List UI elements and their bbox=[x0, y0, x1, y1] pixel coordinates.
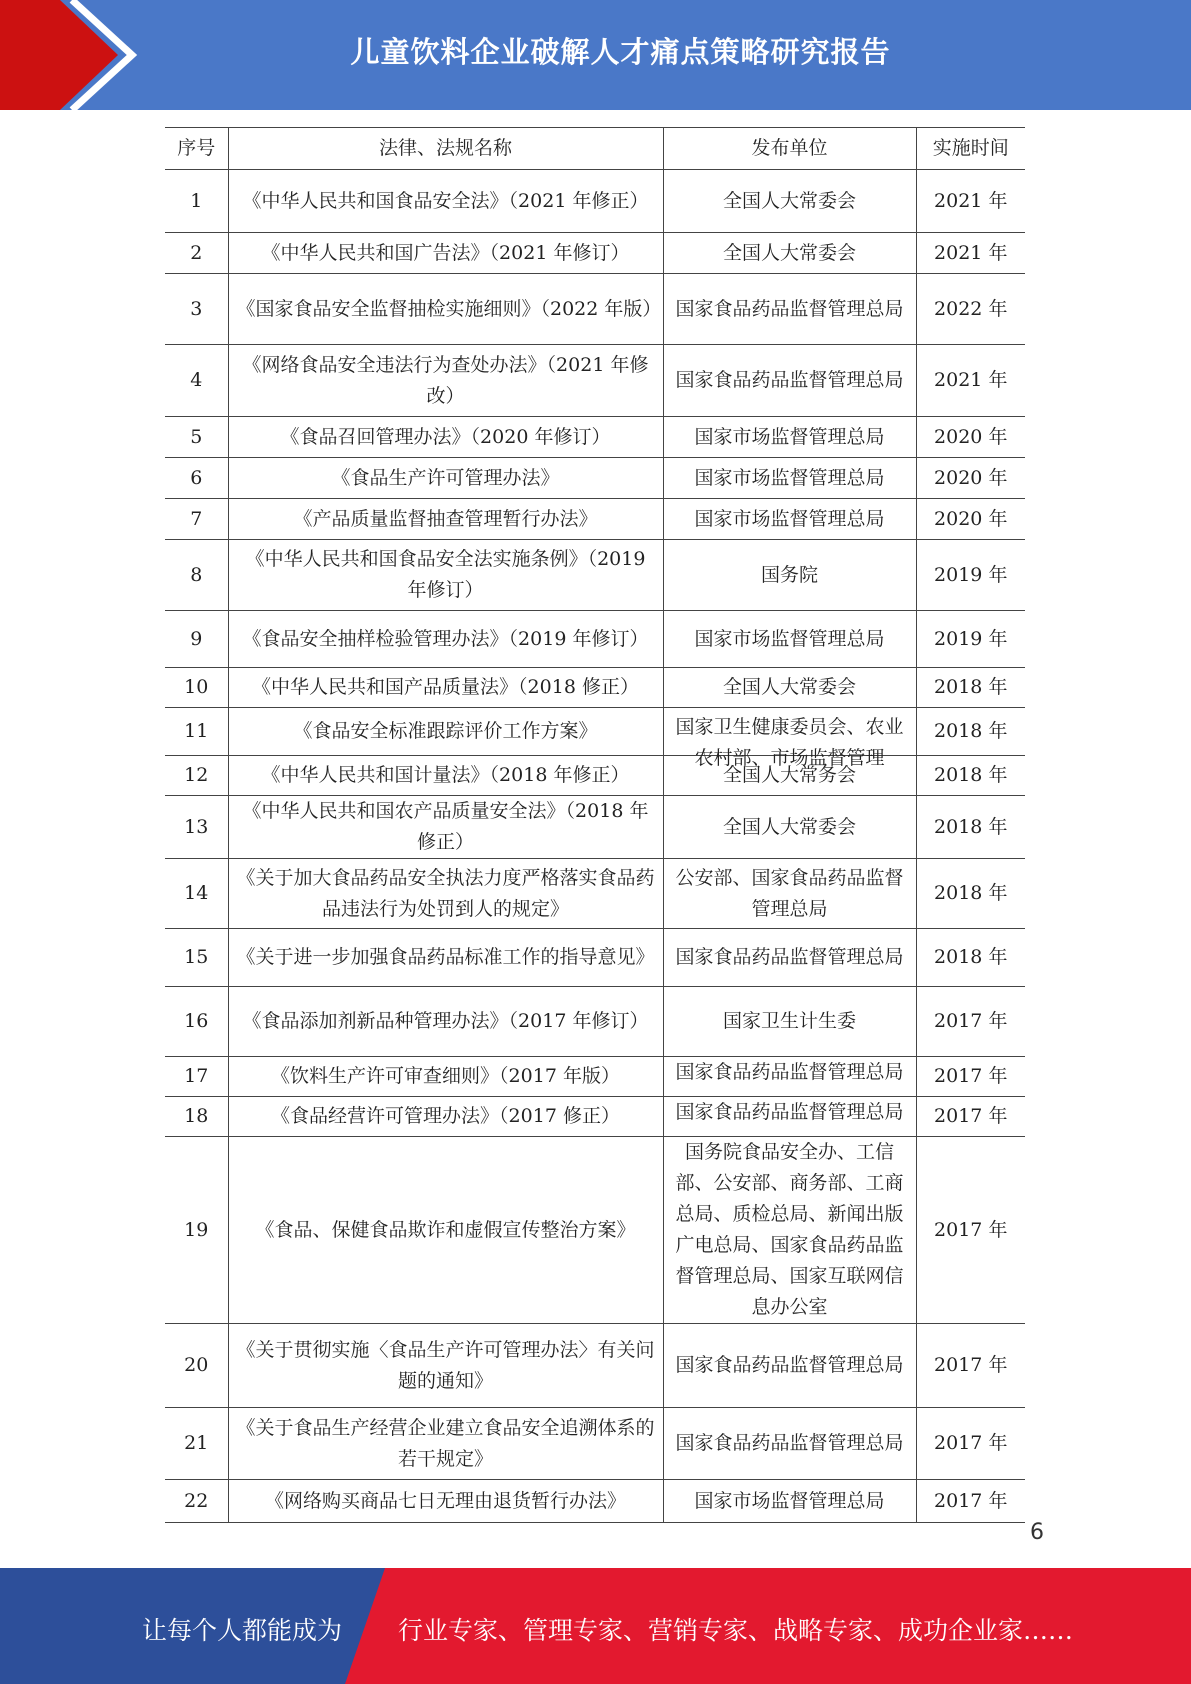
column-header-date: 实施时间 bbox=[916, 128, 1025, 170]
row-issuer: 国家食品药品监督管理总局 bbox=[663, 345, 916, 417]
row-law-name: 《中华人民共和国食品安全法实施条例》（2019 年修订） bbox=[228, 540, 663, 611]
table-row bbox=[165, 1480, 1025, 1523]
page-number: 6 bbox=[1030, 1520, 1044, 1545]
row-index: 19 bbox=[165, 1137, 228, 1324]
row-issuer: 公安部、国家食品药品监督管理总局 bbox=[663, 859, 916, 929]
row-index: 21 bbox=[165, 1408, 228, 1480]
row-law-name: 《食品生产许可管理办法》 bbox=[228, 458, 663, 499]
row-issuer bbox=[663, 708, 916, 769]
table-row bbox=[165, 668, 1025, 708]
table-row bbox=[165, 859, 1025, 929]
row-index: 18 bbox=[165, 1097, 228, 1137]
row-law-name: 《食品经营许可管理办法》（2017 修正） bbox=[228, 1097, 663, 1137]
table-row bbox=[165, 540, 1025, 611]
row-law-name: 《食品召回管理办法》（2020 年修订） bbox=[228, 417, 663, 458]
row-law-name: 《关于食品生产经营企业建立食品安全追溯体系的若干规定》 bbox=[228, 1408, 663, 1480]
row-issuer: 全国人大常委会 bbox=[663, 668, 916, 708]
row-issuer: 全国人大常委会 bbox=[663, 796, 916, 859]
table-row bbox=[165, 499, 1025, 540]
table-row bbox=[165, 1097, 1025, 1137]
table-row bbox=[165, 708, 1025, 756]
table-row bbox=[165, 1408, 1025, 1480]
row-date: 2019 年 bbox=[916, 540, 1025, 611]
row-index: 13 bbox=[165, 796, 228, 859]
row-date: 2018 年 bbox=[916, 756, 1025, 796]
page-footer bbox=[0, 1568, 1191, 1684]
table-row bbox=[165, 458, 1025, 499]
row-date: 2017 年 bbox=[916, 1408, 1025, 1480]
row-issuer bbox=[663, 1097, 916, 1137]
row-law-name: 《国家食品安全监督抽检实施细则》（2022 年版） bbox=[228, 274, 663, 345]
table-row bbox=[165, 345, 1025, 417]
row-index: 3 bbox=[165, 274, 228, 345]
row-index: 22 bbox=[165, 1480, 228, 1523]
row-issuer: 国务院食品安全办、工信部、公安部、商务部、工商总局、质检总局、新闻出版广电总局、国家食品药品监督管理总局、国家互联网信息办公室 bbox=[663, 1137, 916, 1324]
row-law-name: 《网络购买商品七日无理由退货暂行办法》 bbox=[228, 1480, 663, 1523]
row-issuer-text: 国家卫生健康委员会、农业农村部、市场监督管理 bbox=[675, 716, 904, 769]
row-issuer: 国家卫生计生委 bbox=[663, 987, 916, 1057]
row-index: 9 bbox=[165, 611, 228, 668]
table-row bbox=[165, 1137, 1025, 1324]
report-title: 儿童饮料企业破解人才痛点策略研究报告 bbox=[350, 35, 891, 69]
row-law-name: 《饮料生产许可审查细则》（2017 年版） bbox=[228, 1057, 663, 1097]
row-date: 2017 年 bbox=[916, 1057, 1025, 1097]
row-date: 2017 年 bbox=[916, 1137, 1025, 1324]
table-row bbox=[165, 1324, 1025, 1408]
column-header-index: 序号 bbox=[165, 128, 228, 170]
row-issuer: 国家食品药品监督管理总局 bbox=[663, 1408, 916, 1480]
row-date: 2020 年 bbox=[916, 499, 1025, 540]
row-law-name: 《产品质量监督抽查管理暂行办法》 bbox=[228, 499, 663, 540]
row-issuer-text: 国家食品药品监督管理总局 bbox=[675, 1101, 904, 1123]
footer-slogan-left: 让每个人都能成为 bbox=[142, 1616, 343, 1645]
row-issuer: 国家市场监督管理总局 bbox=[663, 1480, 916, 1523]
row-index: 17 bbox=[165, 1057, 228, 1097]
table-row bbox=[165, 796, 1025, 859]
row-issuer: 国家市场监督管理总局 bbox=[663, 417, 916, 458]
row-date: 2017 年 bbox=[916, 1097, 1025, 1137]
row-date: 2021 年 bbox=[916, 345, 1025, 417]
row-issuer: 国家市场监督管理总局 bbox=[663, 499, 916, 540]
row-index: 6 bbox=[165, 458, 228, 499]
row-law-name: 《中华人民共和国计量法》（2018 年修正） bbox=[228, 756, 663, 796]
row-date: 2018 年 bbox=[916, 668, 1025, 708]
row-date: 2018 年 bbox=[916, 708, 1025, 756]
row-issuer: 全国人大常委会 bbox=[663, 170, 916, 233]
row-law-name: 《中华人民共和国食品安全法》（2021 年修正） bbox=[228, 170, 663, 233]
row-law-name: 《网络食品安全违法行为查处办法》（2021 年修改） bbox=[228, 345, 663, 417]
row-law-name: 《关于贯彻实施〈食品生产许可管理办法〉有关问题的通知》 bbox=[228, 1324, 663, 1408]
table-row bbox=[165, 611, 1025, 668]
row-issuer: 国务院 bbox=[663, 540, 916, 611]
row-issuer: 国家食品药品监督管理总局 bbox=[663, 1324, 916, 1408]
row-index: 1 bbox=[165, 170, 228, 233]
row-law-name: 《中华人民共和国广告法》（2021 年修订） bbox=[228, 233, 663, 274]
row-index: 11 bbox=[165, 708, 228, 756]
column-header-issuer: 发布单位 bbox=[663, 128, 916, 170]
row-date: 2018 年 bbox=[916, 929, 1025, 987]
row-date: 2020 年 bbox=[916, 417, 1025, 458]
table-row bbox=[165, 233, 1025, 274]
row-law-name: 《食品、保健食品欺诈和虚假宣传整治方案》 bbox=[228, 1137, 663, 1324]
table-row bbox=[165, 756, 1025, 796]
regulations-table bbox=[165, 127, 1025, 1523]
table-row bbox=[165, 987, 1025, 1057]
table-row bbox=[165, 274, 1025, 345]
row-index: 8 bbox=[165, 540, 228, 611]
row-issuer: 国家食品药品监督管理总局 bbox=[663, 274, 916, 345]
row-law-name: 《食品安全标准跟踪评价工作方案》 bbox=[228, 708, 663, 756]
row-date: 2022 年 bbox=[916, 274, 1025, 345]
table-row bbox=[165, 929, 1025, 987]
row-law-name: 《关于进一步加强食品药品标准工作的指导意见》 bbox=[228, 929, 663, 987]
row-date: 2020 年 bbox=[916, 458, 1025, 499]
row-issuer: 全国人大常委会 bbox=[663, 233, 916, 274]
row-date: 2017 年 bbox=[916, 1480, 1025, 1523]
row-date: 2018 年 bbox=[916, 796, 1025, 859]
row-issuer: 国家市场监督管理总局 bbox=[663, 458, 916, 499]
row-index: 15 bbox=[165, 929, 228, 987]
row-law-name: 《中华人民共和国农产品质量安全法》（2018 年修正） bbox=[228, 796, 663, 859]
row-issuer: 国家食品药品监督管理总局 bbox=[663, 929, 916, 987]
row-date: 2018 年 bbox=[916, 859, 1025, 929]
row-law-name: 《关于加大食品药品安全执法力度严格落实食品药品违法行为处罚到人的规定》 bbox=[228, 859, 663, 929]
column-header-name: 法律、法规名称 bbox=[228, 128, 663, 170]
row-index: 12 bbox=[165, 756, 228, 796]
table-header-row bbox=[165, 128, 1025, 170]
row-date: 2017 年 bbox=[916, 987, 1025, 1057]
row-date: 2017 年 bbox=[916, 1324, 1025, 1408]
row-index: 2 bbox=[165, 233, 228, 274]
row-date: 2021 年 bbox=[916, 170, 1025, 233]
row-issuer bbox=[663, 1057, 916, 1097]
row-issuer-text: 国家食品药品监督管理总局 bbox=[675, 1061, 904, 1083]
row-date: 2019 年 bbox=[916, 611, 1025, 668]
footer-slogan-right: 行业专家、管理专家、营销专家、战略专家、成功企业家…… bbox=[398, 1616, 1074, 1645]
row-date: 2021 年 bbox=[916, 233, 1025, 274]
row-issuer: 全国人大常务会 bbox=[663, 756, 916, 796]
row-index: 4 bbox=[165, 345, 228, 417]
table-row bbox=[165, 170, 1025, 233]
row-index: 14 bbox=[165, 859, 228, 929]
page-header bbox=[0, 0, 1191, 110]
row-index: 10 bbox=[165, 668, 228, 708]
table-row bbox=[165, 1057, 1025, 1097]
row-law-name: 《食品安全抽样检验管理办法》（2019 年修订） bbox=[228, 611, 663, 668]
row-index: 16 bbox=[165, 987, 228, 1057]
row-index: 20 bbox=[165, 1324, 228, 1408]
row-issuer: 国家市场监督管理总局 bbox=[663, 611, 916, 668]
row-index: 7 bbox=[165, 499, 228, 540]
row-index: 5 bbox=[165, 417, 228, 458]
row-law-name: 《中华人民共和国产品质量法》（2018 修正） bbox=[228, 668, 663, 708]
row-law-name: 《食品添加剂新品种管理办法》（2017 年修订） bbox=[228, 987, 663, 1057]
table-row bbox=[165, 417, 1025, 458]
